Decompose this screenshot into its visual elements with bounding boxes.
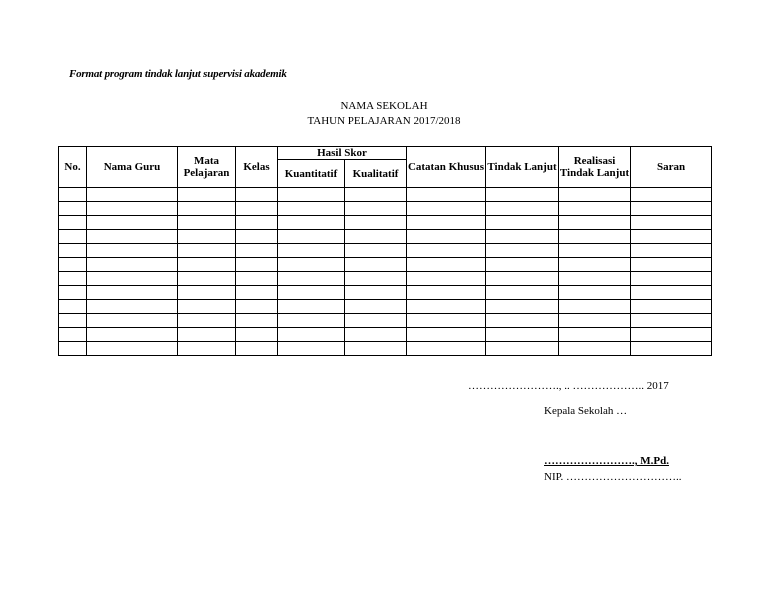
table-row — [59, 328, 712, 342]
table-cell — [407, 286, 486, 300]
table-cell — [559, 202, 631, 216]
table-cell — [178, 272, 236, 286]
table-cell — [236, 314, 278, 328]
signature-nip: NIP. ………………………….. — [544, 471, 682, 483]
table-cell — [407, 342, 486, 356]
supervision-table — [58, 146, 712, 356]
table-cell — [278, 342, 345, 356]
table-cell — [178, 314, 236, 328]
table-cell — [278, 202, 345, 216]
table-cell — [236, 328, 278, 342]
table-cell — [59, 244, 87, 258]
table-row — [59, 300, 712, 314]
table-cell — [345, 272, 407, 286]
table-cell — [631, 342, 712, 356]
table-cell — [278, 328, 345, 342]
table-cell — [486, 230, 559, 244]
table-cell — [87, 272, 178, 286]
table-cell — [59, 230, 87, 244]
school-year: TAHUN PELAJARAN 2017/2018 — [307, 115, 461, 127]
header-kuantitatif: Kuantitatif — [278, 160, 345, 188]
table-cell — [87, 342, 178, 356]
table-cell — [407, 272, 486, 286]
table-cell — [559, 342, 631, 356]
table-cell — [59, 328, 87, 342]
document-heading: Format program tindak lanjut supervisi akademik — [69, 68, 287, 80]
table-cell — [278, 244, 345, 258]
table-cell — [345, 314, 407, 328]
table-cell — [178, 300, 236, 314]
table-cell — [559, 272, 631, 286]
table-cell — [59, 202, 87, 216]
table-cell — [59, 188, 87, 202]
table-cell — [236, 300, 278, 314]
table-cell — [278, 188, 345, 202]
table-cell — [178, 216, 236, 230]
table-cell — [345, 258, 407, 272]
header-realisasi: Realisasi Tindak Lanjut — [559, 147, 631, 188]
table-row — [59, 286, 712, 300]
signature-date-line: ……………………., .. ……………….. 2017 — [468, 380, 669, 392]
table-cell — [631, 230, 712, 244]
table-row — [59, 314, 712, 328]
table-body — [59, 188, 712, 356]
table-cell — [631, 272, 712, 286]
table-cell — [278, 230, 345, 244]
table-cell — [486, 202, 559, 216]
table-cell — [178, 230, 236, 244]
table-cell — [236, 244, 278, 258]
table-cell — [178, 244, 236, 258]
table-cell — [87, 328, 178, 342]
table-cell — [631, 202, 712, 216]
table-cell — [345, 300, 407, 314]
header-hasil-skor: Hasil Skor — [278, 147, 407, 160]
table-cell — [407, 230, 486, 244]
table-cell — [236, 202, 278, 216]
table-cell — [345, 328, 407, 342]
table-cell — [559, 216, 631, 230]
table-cell — [278, 286, 345, 300]
table-cell — [486, 272, 559, 286]
table-cell — [178, 342, 236, 356]
table-cell — [631, 314, 712, 328]
header-nama-guru: Nama Guru — [87, 147, 178, 188]
table-cell — [407, 244, 486, 258]
table-cell — [59, 300, 87, 314]
header-saran: Saran — [631, 147, 712, 188]
table-cell — [486, 244, 559, 258]
table-cell — [407, 328, 486, 342]
table-cell — [631, 300, 712, 314]
table-cell — [631, 188, 712, 202]
table-cell — [87, 300, 178, 314]
table-cell — [345, 202, 407, 216]
table-cell — [486, 342, 559, 356]
table-cell — [486, 300, 559, 314]
table-cell — [178, 286, 236, 300]
table-cell — [631, 244, 712, 258]
table-cell — [407, 188, 486, 202]
table-cell — [59, 272, 87, 286]
table-cell — [407, 300, 486, 314]
table-cell — [278, 258, 345, 272]
table-cell — [236, 216, 278, 230]
table-cell — [559, 314, 631, 328]
table-cell — [87, 230, 178, 244]
table-cell — [486, 314, 559, 328]
table-cell — [236, 258, 278, 272]
table-cell — [559, 188, 631, 202]
table-row — [59, 216, 712, 230]
table-cell — [87, 216, 178, 230]
header-no: No. — [59, 147, 87, 188]
table-cell — [345, 244, 407, 258]
table-cell — [87, 188, 178, 202]
table-cell — [87, 258, 178, 272]
header-mata-pelajaran: Mata Pelajaran — [178, 147, 236, 188]
table-cell — [236, 272, 278, 286]
table-cell — [87, 244, 178, 258]
table-cell — [236, 286, 278, 300]
table-cell — [236, 230, 278, 244]
table-row — [59, 188, 712, 202]
table-cell — [486, 216, 559, 230]
table-cell — [236, 188, 278, 202]
school-name: NAMA SEKOLAH — [340, 100, 428, 112]
table-cell — [178, 258, 236, 272]
table-cell — [345, 216, 407, 230]
table-cell — [59, 342, 87, 356]
table-cell — [631, 286, 712, 300]
table-row — [59, 244, 712, 258]
table-cell — [486, 188, 559, 202]
table-cell — [178, 328, 236, 342]
table-cell — [559, 328, 631, 342]
table-cell — [178, 202, 236, 216]
table-row — [59, 202, 712, 216]
table-cell — [631, 216, 712, 230]
signature-name-line: ……………………., M.Pd. — [544, 455, 669, 467]
table-cell — [486, 286, 559, 300]
table-cell — [87, 286, 178, 300]
table-cell — [407, 314, 486, 328]
header-catatan-khusus: Catatan Khusus — [407, 147, 486, 188]
table-cell — [278, 272, 345, 286]
table-cell — [278, 314, 345, 328]
table-cell — [631, 328, 712, 342]
table-cell — [345, 230, 407, 244]
table-cell — [559, 258, 631, 272]
table-cell — [59, 258, 87, 272]
table-cell — [345, 286, 407, 300]
table-cell — [486, 328, 559, 342]
header-tindak-lanjut: Tindak Lanjut — [486, 147, 559, 188]
table-cell — [407, 258, 486, 272]
table-cell — [59, 286, 87, 300]
table-cell — [87, 314, 178, 328]
signature-role: Kepala Sekolah … — [544, 405, 628, 417]
table-row — [59, 258, 712, 272]
table-cell — [236, 342, 278, 356]
table-cell — [178, 188, 236, 202]
table-cell — [631, 258, 712, 272]
table-cell — [278, 216, 345, 230]
table-cell — [87, 202, 178, 216]
table-cell — [407, 216, 486, 230]
table-cell — [407, 202, 486, 216]
table-cell — [278, 300, 345, 314]
table-cell — [559, 300, 631, 314]
table-cell — [345, 342, 407, 356]
table-cell — [59, 216, 87, 230]
table-cell — [345, 188, 407, 202]
header-kualitatif: Kualitatif — [345, 160, 407, 188]
table-cell — [559, 230, 631, 244]
table-cell — [486, 258, 559, 272]
table-row — [59, 230, 712, 244]
table-cell — [59, 314, 87, 328]
table-cell — [559, 244, 631, 258]
table-row — [59, 272, 712, 286]
header-kelas: Kelas — [236, 147, 278, 188]
table-row — [59, 342, 712, 356]
table-cell — [559, 286, 631, 300]
